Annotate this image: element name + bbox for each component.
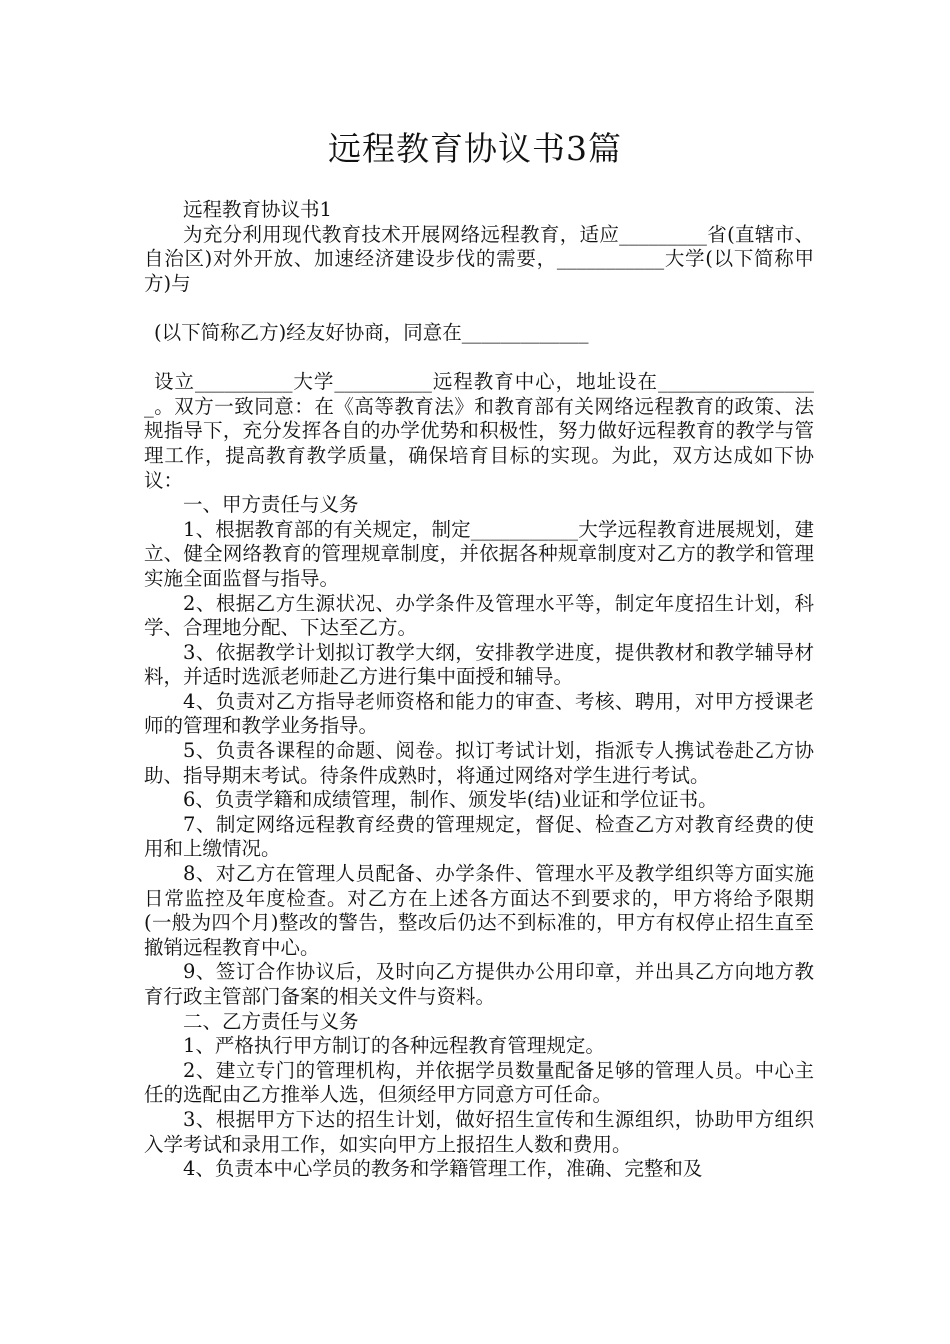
- clause: 9、签订合作协议后，及时向乙方提供办公用印章，并出具乙方向地方教育行政主管部门备案的相关文件与资料。: [144, 960, 814, 1008]
- clause: 2、建立专门的管理机构，并依据学员数量配备足够的管理人员。中心主任的选配由乙方推举人选，但须经甲方同意方可任命。: [144, 1058, 814, 1107]
- document-body: [144, 198, 814, 1182]
- clause: 2、根据乙方生源状况、办学条件及管理水平等，制定年度招生计划，科学、合理地分配、下达至乙方。: [144, 591, 814, 640]
- section-heading: 二、乙方责任与义务: [183, 1009, 359, 1033]
- clause: 3、根据甲方下达的招生计划，做好招生宣传和生源组织，协助甲方组织入学考试和录用工作，如实向甲方上报招生人数和费用。: [144, 1107, 814, 1156]
- clause: 4、负责对乙方指导老师资格和能力的审查、考核、聘用，对甲方授课老师的管理和教学业务指导。: [144, 689, 814, 738]
- clause: 3、依据教学计划拟订教学大纲，安排教学进度，提供教材和教学辅导材料，并适时选派老师赴乙方进行集中面授和辅导。: [144, 640, 814, 689]
- clause: 1、严格执行甲方制订的各种远程教育管理规定。: [183, 1034, 605, 1058]
- section-heading: 一、甲方责任与义务: [183, 493, 359, 517]
- clause: 1、根据教育部的有关规定，制定___________大学远程教育进展规划，建立、健全网络教育的管理规章制度，并依据各种规章制度对乙方的教学和管理实施全面监督与指导。: [144, 517, 814, 590]
- paragraph: (以下简称乙方)经友好协商，同意在_____________: [154, 320, 589, 344]
- section-heading: 远程教育协议书1: [183, 198, 332, 221]
- clause: 4、负责本中心学员的教务和学籍管理工作，准确、完整和及: [183, 1157, 703, 1181]
- clause: 6、负责学籍和成绩管理，制作、颁发毕(结)业证和学位证书。: [183, 788, 718, 812]
- clause: 8、对乙方在管理人员配备、办学条件、管理水平及教学组织等方面实施日常监控及年度检查。对乙方在上述各方面达不到要求的，甲方将给予限期(一般为四个月)整改的警告，整改后仍达不到标准的，甲方有权停止招生直至撤销远程教育中心。: [144, 862, 814, 959]
- paragraph: 设立__________大学__________远程教育中心，地址设在_________________。双方一致同意：在《高等教育法》和教育部有关网络远程教育的政策、法规指导下，充分发挥各自的办学优势和积极性，努力做好远程教育的教学与管理工作，提高教育教学质量，确保培育目标的实现。为此，双方达成如下协议：: [144, 370, 814, 492]
- clause: 5、负责各课程的命题、阅卷。拟订考试计划，指派专人携试卷赴乙方协助、指导期末考试。待条件成熟时，将通过网络对学生进行考试。: [144, 739, 814, 787]
- document-title: 远程教育协议书3篇: [328, 129, 622, 168]
- paragraph: 为充分利用现代教育技术开展网络远程教育，适应_________省(直辖市、自治区)对外开放、加速经济建设步伐的需要，___________大学(以下简称甲方)与: [144, 222, 814, 295]
- clause: 7、制定网络远程教育经费的管理规定，督促、检查乙方对教育经费的使用和上缴情况。: [144, 812, 814, 861]
